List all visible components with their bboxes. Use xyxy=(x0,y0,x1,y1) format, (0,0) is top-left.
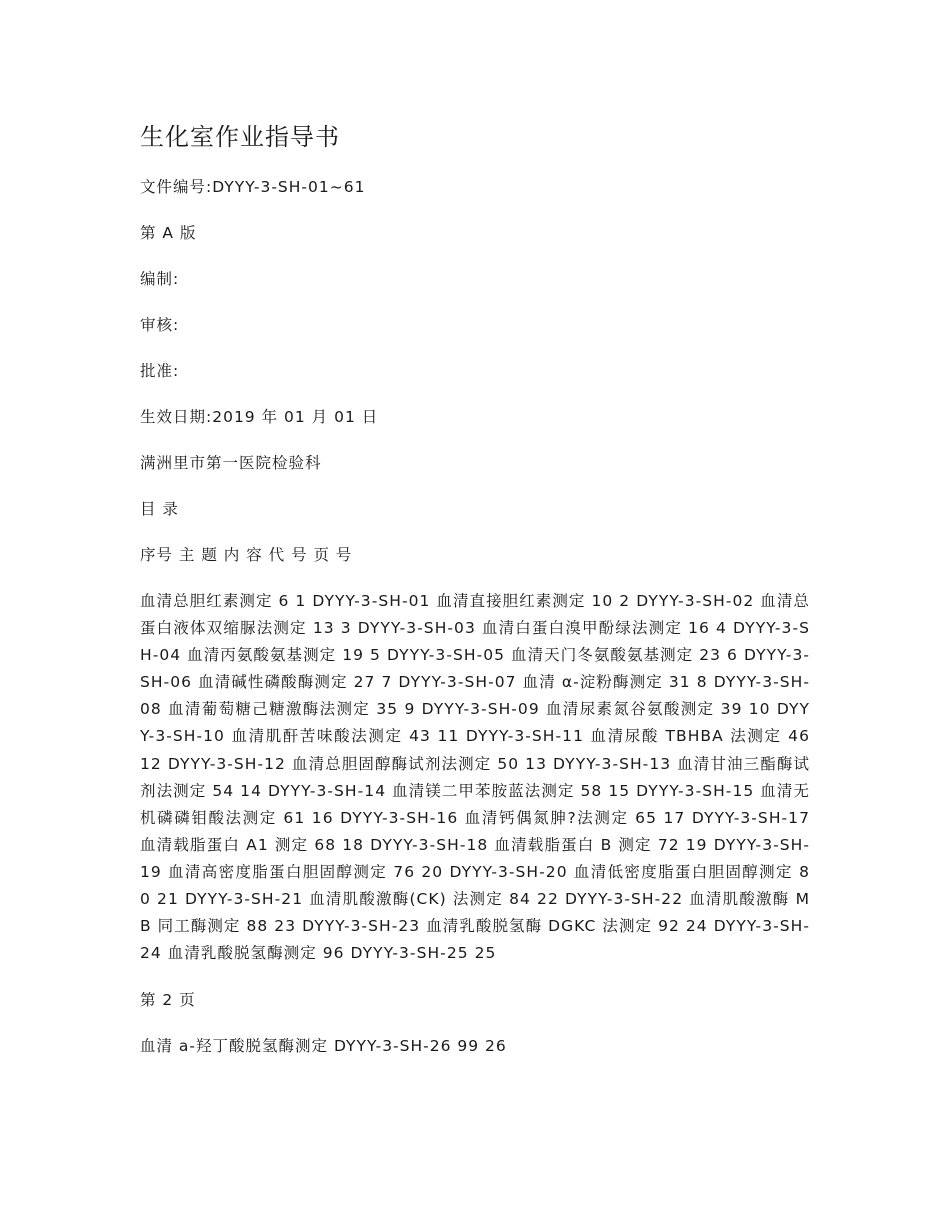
toc-continued: 血清 a-羟丁酸脱氢酶测定 DYYY-3-SH-26 99 26 xyxy=(140,1037,507,1056)
file-number: 文件编号:DYYY-3-SH-01~61 xyxy=(140,178,366,196)
page-marker: 第 2 页 xyxy=(140,991,196,1010)
edition: 第 A 版 xyxy=(140,224,197,242)
document-title: 生化室作业指导书 xyxy=(140,123,340,151)
toc-heading: 目 录 xyxy=(140,500,179,518)
document-page xyxy=(140,118,810,1081)
toc-body: 血清总胆红素测定 6 1 DYYY-3-SH-01 血清直接胆红素测定 10 2 DYYY-3-SH-02 血清总蛋白液体双缩脲法测定 13 3 DYYY-3-SH-03 血清白蛋白溴甲酚绿法测定 16 4 DYYY-3-SH-04 血清丙氨酸氨基测定 19 5 DYYY-3-SH-05 血清天门冬氨酸氨基测定 23 6 DYYY-3-SH-06 血清碱性磷酸酶测定 27 7 DYYY-3-SH-07 血清 α-淀粉酶测定 31 8 DYYY-3-SH-08 血清葡萄糖己糖激酶法测定 35 9 DYYY-3-SH-09 血清尿素氮谷氨酸测定 39 10 DYYY-3-SH-10 血清肌酐苦味酸法测定 43 11 DYYY-3-SH-11 血清尿酸 TBHBA 法测定 46 12 DYYY-3-SH-12 血清总胆固醇酶试剂法测定 50 13 DYYY-3-SH-13 血清甘油三酯酶试剂法测定 54 14 DYYY-3-SH-14 血清镁二甲苯胺蓝法测定 58 15 DYYY-3-SH-15 血清无机磷磷钼酸法测定 61 16 DYYY-3-SH-16 血清钙偶氮胂?法测定 65 17 DYYY-3-SH-17 血清载脂蛋白 A1 测定 68 18 DYYY-3-SH-18 血清载脂蛋白 B 测定 72 19 DYYY-3-SH-19 血清高密度脂蛋白胆固醇测定 76 20 DYYY-3-SH-20 血清低密度脂蛋白胆固醇测定 80 21 DYYY-3-SH-21 血清肌酸激酶(CK) 法测定 84 22 DYYY-3-SH-22 血清肌酸激酶 MB 同工酶测定 88 23 DYYY-3-SH-23 血清乳酸脱氢酶 DGKC 法测定 92 24 DYYY-3-SH-24 血清乳酸脱氢酶测定 96 DYYY-3-SH-25 25 xyxy=(140,592,810,963)
organization: 满洲里市第一医院检验科 xyxy=(140,454,322,472)
toc-columns: 序号 主 题 内 容 代 号 页 号 xyxy=(140,546,353,564)
compiled-by: 编制: xyxy=(140,270,180,288)
effective-date: 生效日期:2019 年 01 月 01 日 xyxy=(140,408,379,426)
reviewed-by: 审核: xyxy=(140,316,180,334)
approved-by: 批准: xyxy=(140,362,180,380)
